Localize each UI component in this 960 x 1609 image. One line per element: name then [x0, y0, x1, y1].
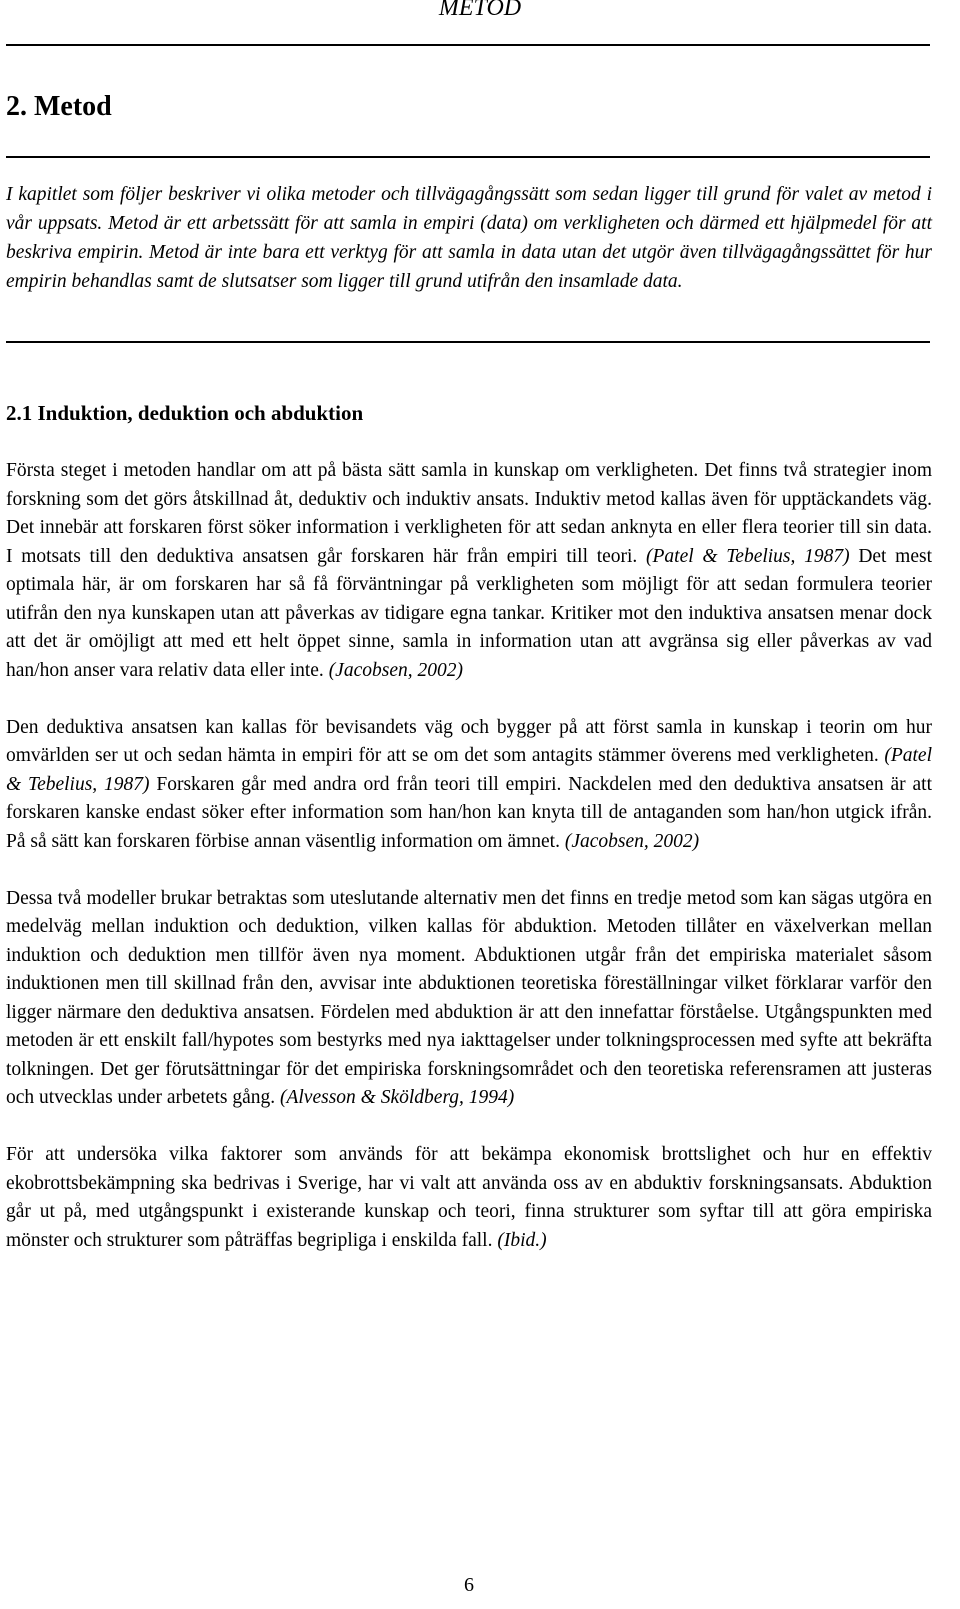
- running-header: METOD: [438, 0, 522, 21]
- chapter-title: 2. Metod: [6, 91, 112, 122]
- paragraph-text: För att undersöka vilka faktorer som används för att bekämpa ekonomisk brottslighet och hur en effektiv ekobrottsbekämpning ska bedrivas i Sverige, har vi valt att använda oss av en abduktiv forskningsansats. Abduktion går ut på, med utgångspunkt i existerande kunskap och teori, finna strukturer som syftar till att göra empiriska mönster och strukturer som påträffas begripliga i enskilda fall.: [6, 1144, 932, 1251]
- paragraph-text: Dessa två modeller brukar betraktas som uteslutande alternativ men det finns en tredje metod som kan sägas utgöra en medelväg mellan induktion och deduktion, vilken kallas för abduktion. Metoden tillåter en växelverkan mellan induktion och deduktion men tillför även nya moment. Abduktionen utgår från det empiriska materialet såsom induktionen men till skillnad från den, avvisar inte abduktionen teoretiska föreställningar vilket förklarar varför den ligger närmare den deduktiva ansatsen. Fördelen med abduktion är att den innefattar förståelse. Utgångspunkten med metoden är ett enskilt fall/hypotes som bestyrks med nya iakttagelser under tolkningsprocessen med syfte att bekräfta tolkningen. Det ger förutsättningar för det empiriska forskningsområdet och den teoretiska referensramen att justeras och utvecklas under arbetets gång.: [6, 887, 932, 1108]
- citation: (Ibid.): [497, 1229, 547, 1251]
- citation: (Patel & Tebelius, 1987): [6, 745, 932, 795]
- chapter-rule: [6, 156, 930, 158]
- chapter-intro: I kapitlet som följer beskriver vi olika metoder och tillvägagångssätt som sedan ligger till grund för valet av metod i vår uppsats. Metod är ett arbetssätt för att samla in empiri (data) om verkligheten och därmed ett hjälpmedel för att beskriva empirin. Metod är inte bara ett verktyg för att samla in data utan det utgör även tillvägagångssättet för hur empirin behandlas samt de slutsatser som ligger till grund utifrån den insamlade data.: [6, 184, 932, 292]
- paragraph-approach: [6, 1141, 932, 1255]
- page-number: 6: [464, 1574, 474, 1596]
- paragraph-text: Den deduktiva ansatsen kan kallas för bevisandets väg och bygger på att först samla in kunskap i teorin om hur omvärlden ser ut och sedan hämta in empiri för att se om det som antagits stämmer överens med verkligheten.: [6, 716, 932, 766]
- paragraph-induction: [6, 457, 932, 685]
- citation: (Jacobsen, 2002): [328, 659, 463, 681]
- header-rule: [6, 44, 930, 46]
- paragraph-text: Forskaren går med andra ord från teori till empiri. Nackdelen med den deduktiva ansatsen är att forskaren kanske endast söker efter information som han/hon kan knyta till de antaganden som han/hon utgick ifrån. På så sätt kan forskaren förbise annan väsentlig information om ämnet.: [6, 773, 932, 852]
- section-title: 2.1 Induktion, deduktion och abduktion: [6, 401, 364, 425]
- paragraph-abduction: [6, 885, 932, 1113]
- citation: (Patel & Tebelius, 1987): [646, 545, 850, 567]
- paragraph-deduction: [6, 714, 932, 857]
- paragraph-text: Första steget i metoden handlar om att på bästa sätt samla in kunskap om verkligheten. Det finns två strategier inom forskning som det görs åtskillnad åt, deduktiv och induktiv ansats. Induktiv metod kallas även för upptäckandets väg. Det innebär att forskaren först söker information i verkligheten för att sedan anknyta en eller flera teorier till sin data. I motsats till den deduktiva ansatsen går forskaren här från empiri till teori.: [6, 460, 932, 567]
- paragraph-text: Det mest optimala här, är om forskaren har så få förväntningar på verkligheten som möjligt för att sedan formulera teorier utifrån den nya kunskapen utan att påverkas av tidigare egna tankar. Kritiker mot den induktiva ansatsen menar dock att det är omöjligt att med ett helt öppet sinne, samla in information utan att avgränsa sig eller påverkas av vad han/hon anser vara relativ data eller inte.: [6, 545, 932, 681]
- intro-rule: [6, 341, 930, 343]
- citation: (Alvesson & Sköldberg, 1994): [279, 1087, 515, 1108]
- citation: (Jacobsen, 2002): [564, 830, 700, 852]
- section-body: [6, 457, 932, 1284]
